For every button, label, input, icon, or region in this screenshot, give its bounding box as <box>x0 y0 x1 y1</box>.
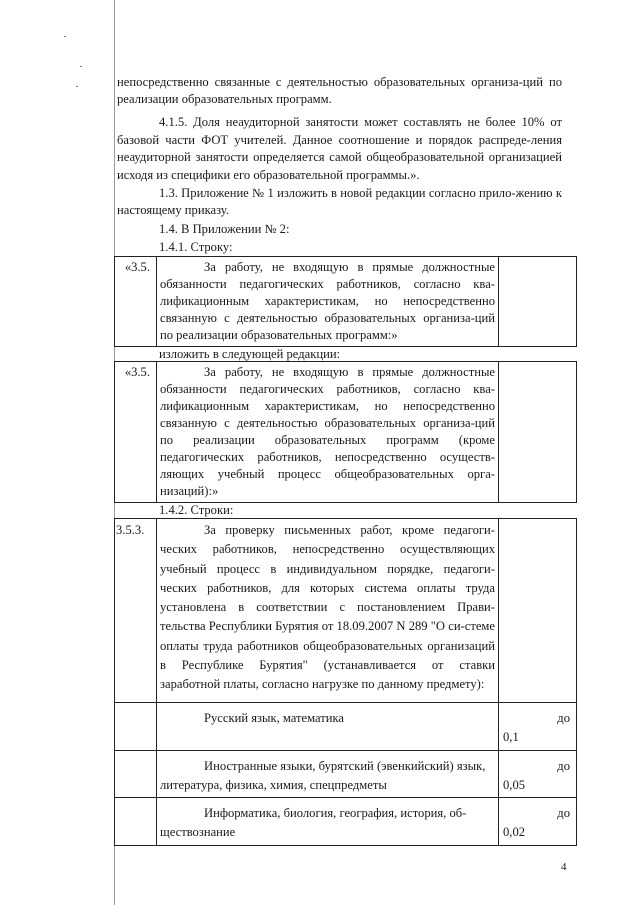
row-value-cell <box>499 257 577 347</box>
sub-row-text: Русский язык, математика <box>157 703 499 751</box>
paragraph-4-1-5: 4.1.5. Доля неаудиторной занятости может составлять не более 10% от базовой части ФОТ учителей. Данное соотношение и порядок распреде-ления неаудиторной занятости определяется самой общеобразовательной организацией исходя из специфики его образовательной программы.». <box>117 115 562 182</box>
coefficient-value: 0,1 <box>503 730 519 745</box>
sub-row-value-cell <box>499 750 577 798</box>
paragraph-next-edition: изложить в следующей редакции: <box>159 347 341 361</box>
coefficient-value: 0,02 <box>503 825 526 840</box>
sub-row-number <box>115 703 157 751</box>
sub-row-value-cell <box>499 703 577 751</box>
scan-speck <box>64 36 66 37</box>
sub-row-number <box>115 750 157 798</box>
row-text: За работу, не входящую в прямые должностные обязанности педагогических работников, согласно ква-лификационным характеристикам, но непосредственно связанную с деятельностью образовательных организа-ций по реализации образовательных программ:» <box>157 257 499 347</box>
coefficient-value: 0,05 <box>503 777 526 792</box>
scan-speck <box>80 66 82 67</box>
table-row-3-5-new <box>114 361 577 503</box>
row-number: «3.5. <box>115 257 157 347</box>
sub-row-number <box>115 798 157 846</box>
paragraph-1-4-1: 1.4.1. Строку: <box>159 240 233 254</box>
paragraph-continuation: непосредственно связанные с деятельностью образовательных организа-ций по реализации образовательных программ. <box>117 75 562 106</box>
row-value-cell <box>499 362 577 503</box>
row-text: За работу, не входящую в прямые должностные обязанности педагогических работников, согласно ква-лификационным характеристикам, но непосредственно связанную с деятельностью образовательных организа-ций по реализации образовательных программ (кроме педагогических работников, непосредственно осуществ-ляющих учебный процесс общеобразовательных орга-низаций):» <box>157 362 499 503</box>
page-number: 4 <box>561 861 567 873</box>
table-row-3-5-old <box>114 256 577 347</box>
paragraph-1-4: 1.4. В Приложении № 2: <box>159 222 290 236</box>
upto-label: до <box>557 758 570 773</box>
upto-label: до <box>557 711 570 725</box>
table-row-3-5-3 <box>114 518 577 846</box>
upto-label: до <box>557 806 570 821</box>
paragraph-1-3: 1.3. Приложение № 1 изложить в новой редакции согласно прило-жению к настоящему приказу. <box>117 186 562 217</box>
sub-row-text: Информатика, биология, география, история, об-ществознание <box>157 798 499 846</box>
row-text: За проверку письменных работ, кроме педагоги-ческих работников, непосредственно осуществляющих учебный процесс в индивидуальном порядке, педагоги-ческих работников, для которых система оплаты труда установлена в соответствии с постановлением Прави-тельства Республики Бурятия от 18.09.2007 N 289 "О си-стеме оплаты труда работников общеобразовательных организаций в Республике Бурятия" (устанавливается от ставки заработной платы, согласно нагрузке по данному предмету): <box>157 519 499 703</box>
sub-row-text: Иностранные языки, бурятский (эвенкийский) язык, литература, физика, химия, спецпредметы <box>157 750 499 798</box>
row-number: «3.5. <box>115 362 157 503</box>
paragraph-1-4-2: 1.4.2. Строки: <box>159 503 234 517</box>
scan-speck <box>76 86 78 87</box>
sub-row-value-cell <box>499 798 577 846</box>
row-value-cell <box>499 519 577 703</box>
row-number: 3.5.3. <box>115 519 157 703</box>
